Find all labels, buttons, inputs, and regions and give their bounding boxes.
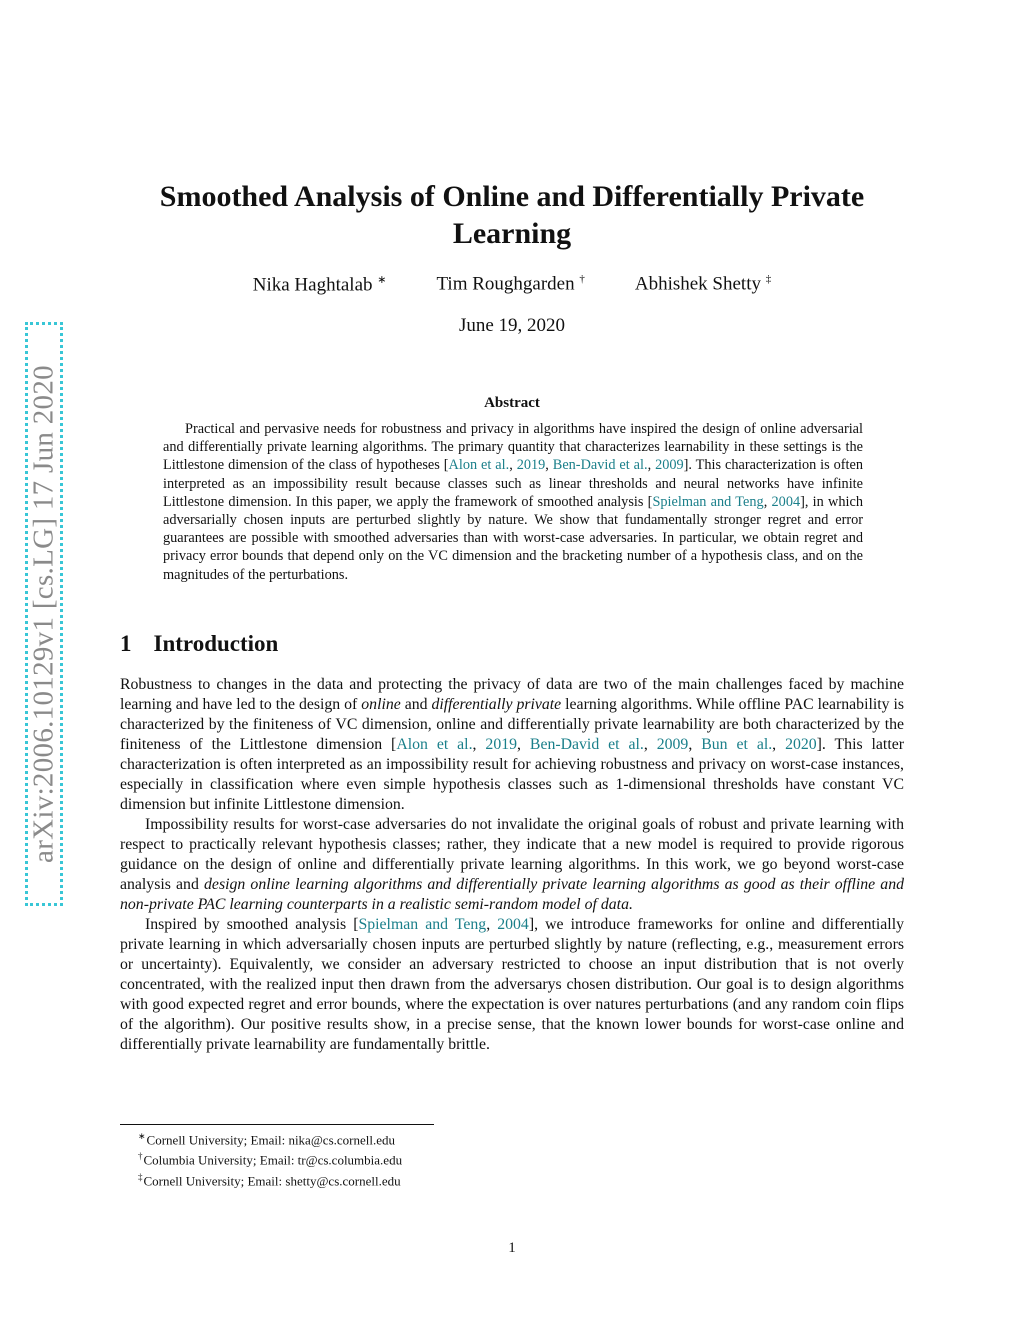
abstract-text: , bbox=[545, 457, 553, 474]
citation-link[interactable]: Alon et al. bbox=[396, 736, 473, 753]
emphasis: design online learning algorithms and differentially private learning algorithms as good as their offline and non-private PAC learning counterparts in a realistic semi-random model of data. bbox=[120, 876, 904, 913]
abstract-heading: Abstract bbox=[484, 395, 540, 411]
footnote-text: Columbia University; Email: tr@cs.columbia.edu bbox=[143, 1152, 403, 1168]
paragraph bbox=[120, 675, 904, 815]
citation-link[interactable]: 2019 bbox=[516, 457, 546, 474]
page-number: 1 bbox=[508, 1240, 516, 1256]
author-footnote-mark: ∗ bbox=[377, 274, 387, 286]
text: Robustness to changes in the data and protecting the privacy of data are two of the main challenges faced by machine learning and have led to the design of bbox=[120, 676, 904, 713]
abstract-text: ], in which adversarially chosen inputs are perturbed slightly by nature. We show that fundamentally stronger regret and error guarantees are possible with smoothed adversaries than with worst-case adversaries. In particular, we obtain regret and privacy error bounds that depend only on the VC dimension and the bracketing number of a hypothesis class, and on the magnitudes of the perturbations. bbox=[163, 493, 863, 583]
citation-link[interactable]: 2004 bbox=[771, 493, 801, 510]
text: , bbox=[688, 736, 702, 753]
author-name: Tim Roughgarden bbox=[436, 273, 575, 295]
section-title: Introduction bbox=[153, 631, 279, 656]
emphasis: online bbox=[361, 696, 401, 713]
paragraph bbox=[120, 915, 904, 1055]
abstract-text: , bbox=[763, 493, 772, 510]
abstract-text: , bbox=[509, 457, 517, 474]
citation-link[interactable]: 2019 bbox=[485, 736, 518, 753]
citation-link[interactable]: Ben-David et al. bbox=[552, 457, 648, 474]
citation-link[interactable]: Spielman and Teng bbox=[652, 493, 764, 510]
citation-link[interactable]: 2009 bbox=[655, 457, 684, 474]
author bbox=[253, 273, 387, 296]
text: , bbox=[772, 736, 786, 753]
intro-body bbox=[120, 675, 904, 1055]
paper-date: June 19, 2020 bbox=[458, 315, 566, 336]
title-line-2: Learning bbox=[452, 217, 572, 250]
abstract-body bbox=[163, 420, 863, 584]
paragraph bbox=[120, 815, 904, 915]
citation-link[interactable]: Alon et al. bbox=[448, 457, 510, 474]
text: , bbox=[517, 736, 530, 753]
arxiv-side-stamp bbox=[25, 322, 63, 906]
author-list bbox=[110, 273, 914, 296]
text: ], we introduce frameworks for online and differentially private learning in which adversarially chosen inputs are perturbed slightly by nature (reflecting, e.g., measurement errors or uncertainty). Equivalently, we consider an adversary restricted to choose an input distribution that is not overly concentrated, with the realized input then drawn from the adversarys chosen distribution. Our goal is to design algorithms with good expected regret and error bounds, where the expectation is over natures perturbations (and any random coin flips of the algorithm). Our positive results show, in a precise sense, that the known lower bounds for worst-case online and differentially private learnability are fundamentally brittle. bbox=[120, 916, 904, 1053]
section-number: 1 bbox=[120, 631, 132, 656]
emphasis: differentially private bbox=[431, 696, 562, 713]
footnote bbox=[138, 1128, 402, 1148]
footnote bbox=[138, 1169, 402, 1189]
text: , bbox=[643, 736, 657, 753]
abstract-text: ]. This characterization is often interpreted as an impossibility result because classes such as linear thresholds and neural networks have infinite Littlestone dimension. In this paper, we apply the framework of smoothed analysis [ bbox=[163, 457, 864, 510]
text: ]. This latter characterization is often interpreted as an impossibility result for achieving robustness and privacy on worst-case instances, especially in classification where even simple hypothesis classes such as 1-dimensional thresholds have constant VC dimension but infinite Littlestone dimension. bbox=[120, 736, 904, 813]
author-name: Abhishek Shetty bbox=[634, 273, 761, 295]
text: Impossibility results for worst-case adversaries do not invalidate the original goals of robust and private learning with respect to practically relevant hypothesis classes; rather, they indicate that a new model is required to provide rigorous guidance on the design of online and differentially private learning algorithms. In this work, we go beyond worst-case analysis and bbox=[120, 816, 904, 893]
footnotes bbox=[138, 1128, 402, 1189]
footnote-text: Cornell University; Email: shetty@cs.cornell.edu bbox=[143, 1172, 401, 1188]
citation-link[interactable]: 2004 bbox=[497, 916, 529, 933]
footnote bbox=[138, 1148, 402, 1168]
title-line-1: Smoothed Analysis of Online and Differentially Private bbox=[159, 180, 865, 213]
footnote-mark: ∗ bbox=[138, 1131, 146, 1141]
author bbox=[635, 273, 771, 296]
citation-link[interactable]: 2009 bbox=[656, 736, 689, 753]
text: , bbox=[472, 736, 486, 753]
footnote-mark: † bbox=[138, 1151, 143, 1162]
citation-link[interactable]: Bun et al. bbox=[701, 736, 773, 753]
author-footnote-mark: ‡ bbox=[765, 273, 772, 285]
author-footnote-mark: † bbox=[579, 273, 585, 285]
text: and bbox=[400, 696, 432, 713]
citation-link[interactable]: Spielman and Teng bbox=[358, 916, 487, 933]
footnote-rule bbox=[120, 1124, 434, 1125]
text: , bbox=[486, 916, 498, 933]
paper-title bbox=[110, 178, 914, 252]
footnote-mark: ‡ bbox=[138, 1171, 143, 1182]
citation-link[interactable]: 2020 bbox=[785, 736, 817, 753]
abstract-text: , bbox=[647, 457, 656, 474]
abstract-text: Practical and pervasive needs for robustness and privacy in algorithms have inspired the design of online adversarial and differentially private learning algorithms. The primary quantity that characterizes learnability in these settings is the Littlestone dimension of the class of hypotheses [ bbox=[163, 421, 863, 474]
citation-link[interactable]: Ben-David et al. bbox=[529, 736, 644, 753]
text: Inspired by smoothed analysis [ bbox=[145, 916, 359, 933]
section-heading bbox=[120, 631, 278, 657]
author bbox=[436, 273, 584, 296]
author-name: Nika Haghtalab bbox=[252, 274, 373, 296]
text: learning algorithms. While offline PAC learnability is characterized by the finiteness of VC dimension, online and differentially private learnability are both characterized by the finiteness of the Littlestone dimension [ bbox=[120, 696, 905, 753]
arxiv-identifier: arXiv:2006.10129v1 [cs.LG] 17 Jun 2020 bbox=[27, 365, 60, 863]
footnote-text: Cornell University; Email: nika@cs.cornell.edu bbox=[146, 1132, 395, 1148]
